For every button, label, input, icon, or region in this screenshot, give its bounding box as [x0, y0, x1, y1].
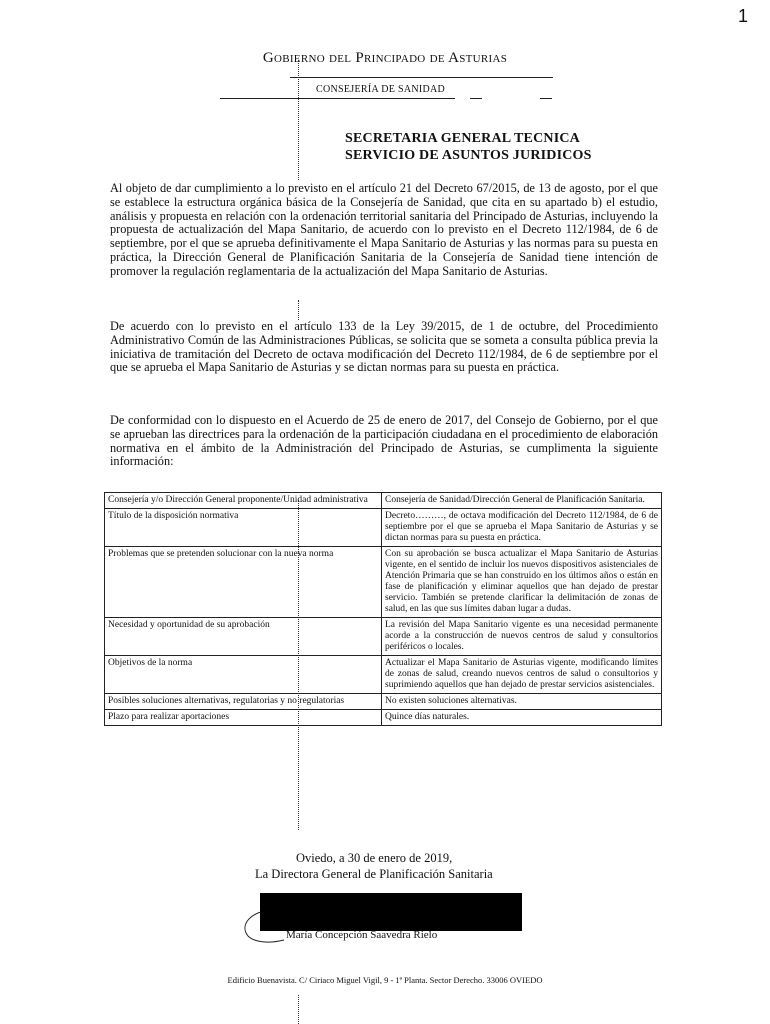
- row-value: Con su aprobación se busca actualizar el Mapa Sanitario de Asturias vigente, en el sentido de incluir los nuevos dispositivos asistenciales de Atención Primaria que se han construido en los últimos años o están en fase de planificación y eliminar aquellos que han dejado de prestar servicio. También se pretende clarificar la delimitación de zonas de salud, en las que sus límites daban lugar a dudas.: [382, 547, 662, 618]
- table-row: [105, 547, 662, 618]
- signatory-name: María Concepción Saavedra Rielo: [286, 929, 438, 941]
- row-label: Título de la disposición normativa: [105, 509, 382, 547]
- row-value: Actualizar el Mapa Sanitario de Asturias vigente, modificando límites de zonas de salud, creando nuevos centros de salud o consultorios y suprimiendo aquellos que han dejado de prestar servicios asistenciales.: [382, 656, 662, 694]
- row-label: Consejería y/o Dirección General proponente/Unidad administrativa: [105, 493, 382, 509]
- paragraph-3: De conformidad con lo dispuesto en el Acuerdo de 25 de enero de 2017, del Consejo de Gobierno, por el que se aprueban las directrices para la ordenación de la participación ciudadana en el procedimiento de elaboración normativa en el ámbito de la Administración del Principado de Asturias, se cumplimenta la siguiente información:: [110, 413, 658, 469]
- row-label: Objetivos de la norma: [105, 656, 382, 694]
- department-rule: [220, 98, 455, 99]
- row-value: Quince días naturales.: [382, 710, 662, 726]
- header-rule: [290, 77, 553, 78]
- table-row: [105, 694, 662, 710]
- fold-line: [298, 995, 299, 1024]
- table-row: [105, 493, 662, 509]
- row-value: Consejería de Sanidad/Dirección General de Planificación Sanitaria.: [382, 493, 662, 509]
- table-row: [105, 710, 662, 726]
- row-label: Problemas que se pretenden solucionar con la nueva norma: [105, 547, 382, 618]
- row-value: No existen soluciones alternativas.: [382, 694, 662, 710]
- section-title-2: SERVICIO DE ASUNTOS JURIDICOS: [345, 148, 592, 163]
- table-row: [105, 656, 662, 694]
- government-title: Gobierno del Principado de Asturias: [262, 50, 508, 66]
- signatory-title: La Directora General de Planificación Sanitaria: [255, 867, 493, 881]
- row-label: Plazo para realizar aportaciones: [105, 710, 382, 726]
- table-row: [105, 509, 662, 547]
- section-title-1: SECRETARIA GENERAL TECNICA: [345, 131, 580, 146]
- paragraph-2: De acuerdo con lo previsto en el artículo 133 de la Ley 39/2015, de 1 de octubre, del Procedimiento Administrativo Común de las Administraciones Públicas, se solicita que se someta a consulta pública previa la iniciativa de tramitación del Decreto de octava modificación del Decreto 112/1984, de 6 de septiembre por el que se aprueba el Mapa Sanitario de Asturias y se dictan normas para su puesta en práctica.: [110, 319, 658, 375]
- header-dash: [470, 98, 482, 99]
- paragraph-1: Al objeto de dar cumplimiento a lo previsto en el artículo 21 del Decreto 67/2015, de 13 de agosto, por el que se establece la estructura orgánica básica de la Consejería de Sanidad, que cita en su apartado b) el estudio, análisis y propuesta en relación con la ordenación territorial sanitaria del Principado de Asturias, incluyendo la propuesta de actualización del Mapa Sanitario, de acuerdo con lo previsto en el Decreto 112/1984, de 6 de septiembre, por el que se aprueba definitivamente el Mapa Sanitario de Asturias y las normas para su puesta en práctica, la Dirección General de Planificación Sanitaria de la Consejería de Sanidad tiene intención de promover la regulación reglamentaria de la actualización del Mapa Sanitario de Asturias.: [110, 181, 658, 278]
- header-dash: [540, 98, 552, 99]
- page-number: 1: [737, 6, 748, 26]
- fold-line: [298, 60, 299, 180]
- place-date: Oviedo, a 30 de enero de 2019,: [296, 851, 453, 865]
- row-value: La revisión del Mapa Sanitario vigente es una necesidad permanente acorde a la construcción de nuevos centros de salud y consultorios periféricos o locales.: [382, 618, 662, 656]
- information-table: [104, 492, 662, 726]
- row-label: Posibles soluciones alternativas, regulatorias y no regulatorias: [105, 694, 382, 710]
- footer-address: Edificio Buenavista. C/ Ciriaco Miguel Vigil, 9 - 1ª Planta. Sector Derecho. 33006 OVIEDO: [227, 975, 543, 985]
- redacted-signature: [260, 893, 522, 931]
- row-label: Necesidad y oportunidad de su aprobación: [105, 618, 382, 656]
- row-value: Decreto………, de octava modificación del Decreto 112/1984, de 6 de septiembre por el que se aprueba el Mapa Sanitario de Asturias y se dictan normas para su puesta en práctica.: [382, 509, 662, 547]
- fold-line: [298, 300, 299, 320]
- table-row: [105, 618, 662, 656]
- department-name: CONSEJERÍA DE SANIDAD: [316, 84, 446, 95]
